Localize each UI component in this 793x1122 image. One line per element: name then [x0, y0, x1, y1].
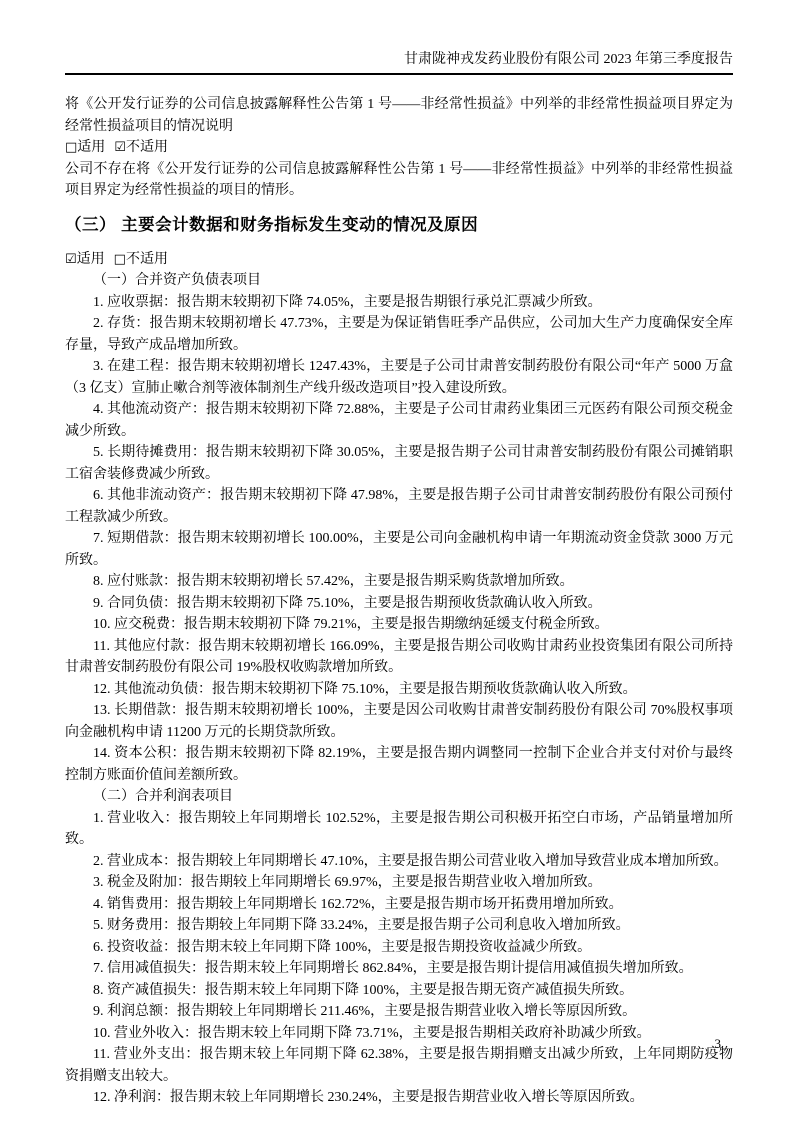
- balance-sheet-item: 12. 其他流动负债：报告期末较期初下降 75.10%，主要是报告期预收货款确认收入所致。: [93, 681, 637, 697]
- subsection-title-balance-sheet: （一）合并资产负债表项目: [93, 273, 261, 288]
- income-statement-item: 4. 销售费用：报告期较上年同期增长 162.72%，主要是报告期市场开拓费用增加所致。: [93, 896, 623, 912]
- section-heading: （三） 主要会计数据和财务指标发生变动的情况及原因: [65, 215, 479, 234]
- income-statement-item: 10. 营业外收入：报告期末较上年同期下降 73.71%，主要是报告期相关政府补助减少所致。: [93, 1025, 651, 1041]
- income-statement-item: 5. 财务费用：报告期较上年同期下降 33.24%，主要是报告期子公司利息收入增加所致。: [93, 918, 630, 933]
- income-statement-item: 6. 投资收益：报告期末较上年同期下降 100%，主要是报告期投资收益减少所致。: [93, 939, 592, 955]
- income-statement-item: 2. 营业成本：报告期较上年同期增长 47.10%，主要是报告期公司营业收入增加导致营业成本增加所致。: [93, 853, 728, 869]
- balance-sheet-item: 13. 长期借款：报告期末较期初增长 100%，主要是因公司收购甘肃普安制药股份有限公司 70%股权事项向金融机构申请 11200 万元的长期贷款所致。: [65, 703, 733, 740]
- page-number: 3: [714, 1036, 721, 1051]
- income-statement-item: 1. 营业收入：报告期较上年同期增长 102.52%，主要是报告期公司积极开拓空白市场，产品销量增加所致。: [65, 810, 733, 847]
- non-recurring-statement: 将《公开发行证券的公司信息披露解释性公告第 1 号——非经常性损益》中列举的非经常性损益项目界定为经常性损益项目的情况说明: [65, 97, 733, 134]
- balance-sheet-item: 11. 其他应付款：报告期末较期初增长 166.09%，主要是报告期公司收购甘肃药业投资集团有限公司所持甘肃普安制药股份有限公司 19%股权收购款增加所致。: [65, 638, 733, 675]
- page-content: [65, 94, 733, 1109]
- balance-sheet-item: 2. 存货：报告期末较期初增长 47.73%，主要是为保证销售旺季产品供应，公司加大生产力度确保安全库存量，导致产成品增加所致。: [65, 316, 733, 353]
- checkbox-checked-icon: ☑: [65, 251, 77, 267]
- checkbox-applicable-label: 适用: [77, 140, 106, 155]
- balance-sheet-item: 3. 在建工程：报告期末较期初增长 1247.43%，主要是子公司甘肃普安制药股份有限公司“年产 5000 万盒（3 亿支）宣肺止嗽合剂等液体制剂生产线升级改造项目”投入建设所致。: [65, 359, 733, 396]
- applicability-row-non-recurring: [65, 137, 733, 159]
- income-statement-item: 11. 营业外支出：报告期末较上年同期下降 62.38%，主要是报告期捐赠支出减少所致，上年同期防疫物资捐赠支出较大。: [65, 1047, 733, 1084]
- checkbox-not-applicable-label: 不适用: [125, 140, 168, 155]
- non-recurring-explanation: 公司不存在将《公开发行证券的公司信息披露解释性公告第 1 号——非经常性损益》中列举的非经常性损益项目界定为经常性损益的项目的情形。: [65, 161, 733, 198]
- income-statement-item: 9. 利润总额：报告期较上年同期增长 211.46%，主要是报告期营业收入增长等原因所致。: [93, 1004, 637, 1019]
- balance-sheet-item: 10. 应交税费：报告期末较期初下降 79.21%，主要是报告期缴纳延缓支付税金所致。: [93, 617, 609, 632]
- checkbox-applicable-label: 适用: [76, 251, 105, 267]
- report-title: 甘肃陇神戎发药业股份有限公司 2023 年第三季度报告: [404, 52, 733, 67]
- balance-sheet-item: 9. 合同负债：报告期末较期初下降 75.10%，主要是报告期预收货款确认收入所致。: [93, 595, 602, 611]
- income-statement-item: 12. 净利润：报告期末较上年同期增长 230.24%，主要是报告期营业收入增长等原因所致。: [93, 1090, 644, 1105]
- checkbox-checked-icon: ☑: [114, 140, 126, 155]
- income-statement-item: 8. 资产减值损失：报告期末较上年同期下降 100%，主要是报告期无资产减值损失所致。: [93, 982, 634, 998]
- balance-sheet-item: 14. 资本公积：报告期末较期初下降 82.19%，主要是报告期内调整同一控制下企业合并支付对价与最终控制方账面价值间差额所致。: [65, 746, 733, 783]
- checkbox-not-applicable-label: 不适用: [125, 251, 168, 267]
- balance-sheet-item: 4. 其他流动资产：报告期末较期初下降 72.88%，主要是子公司甘肃药业集团三元医药有限公司预交税金减少所致。: [65, 402, 733, 439]
- checkbox-unchecked-icon: □: [113, 251, 126, 267]
- income-statement-item: 3. 税金及附加：报告期较上年同期增长 69.97%，主要是报告期营业收入增加所致。: [93, 875, 602, 890]
- balance-sheet-item: 6. 其他非流动资产：报告期末较期初下降 47.98%，主要是报告期子公司甘肃普安制药股份有限公司预付工程款减少所致。: [65, 488, 733, 525]
- balance-sheet-item: 5. 长期待摊费用：报告期末较期初下降 30.05%，主要是报告期子公司甘肃普安制药股份有限公司摊销职工宿舍装修费减少所致。: [65, 445, 733, 482]
- applicability-row-section3: [65, 249, 733, 271]
- subsection-title-income-statement: （二）合并利润表项目: [93, 789, 233, 804]
- checkbox-unchecked-icon: □: [65, 140, 78, 155]
- balance-sheet-item: 8. 应付账款：报告期末较期初增长 57.42%，主要是报告期采购货款增加所致。: [93, 574, 574, 589]
- balance-sheet-item: 7. 短期借款：报告期末较期初增长 100.00%，主要是公司向金融机构申请一年期流动资金贷款 3000 万元所致。: [65, 531, 733, 568]
- income-statement-item: 7. 信用减值损失：报告期末较上年同期增长 862.84%，主要是报告期计提信用减值损失增加所致。: [93, 961, 693, 976]
- page-header: [65, 0, 733, 75]
- balance-sheet-item: 1. 应收票据：报告期末较期初下降 74.05%，主要是报告期银行承兑汇票减少所致。: [93, 294, 602, 310]
